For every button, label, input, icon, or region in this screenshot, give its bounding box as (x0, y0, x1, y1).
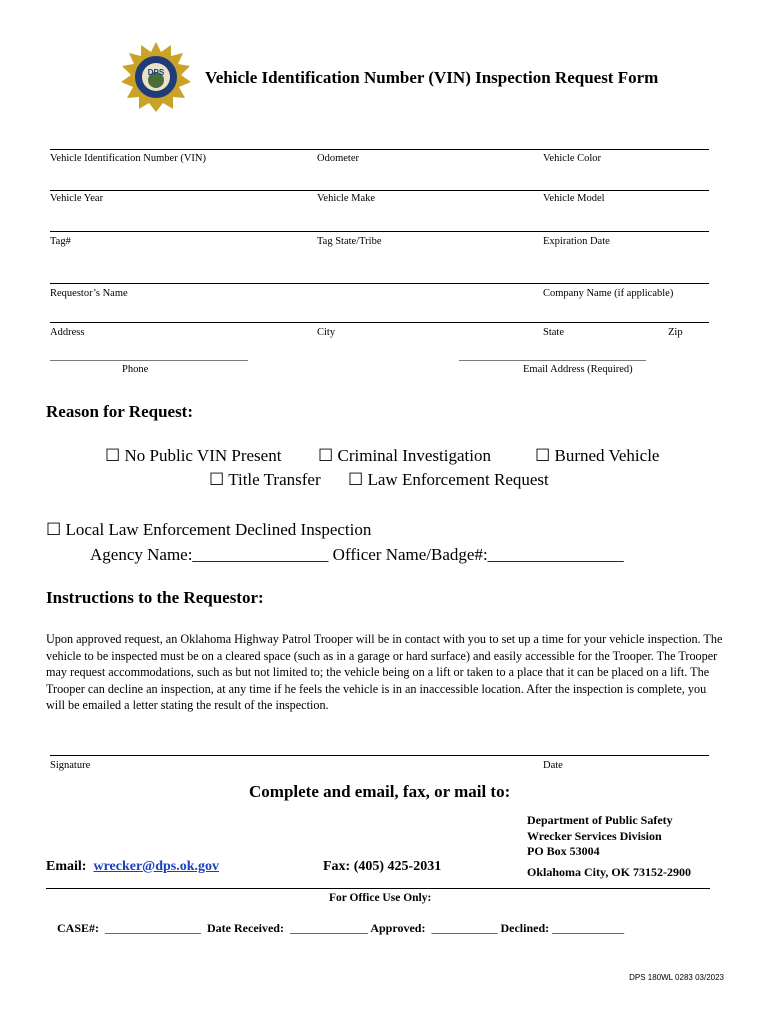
checkbox-icon[interactable]: ☐ (318, 446, 334, 465)
label-tag: Tag# (50, 236, 71, 247)
case-field[interactable]: ________________ (105, 921, 202, 935)
form-title: Vehicle Identification Number (VIN) Inspection Request Form (205, 68, 659, 87)
form-code: DPS 180WL 0283 03/2023 (629, 973, 724, 982)
office-use-fields: CASE#: ________________ Date Received: _____________ Approved: ___________ Declined: ____________ (57, 921, 625, 935)
option-burned-vehicle[interactable]: ☐ Burned Vehicle (535, 446, 660, 465)
option-law-enforcement-request[interactable]: ☐ Law Enforcement Request (348, 470, 549, 489)
email-link[interactable]: wrecker@dps.ok.gov (93, 859, 219, 874)
label-zip: Zip (668, 327, 683, 338)
submit-heading: Complete and email, fax, or mail to: (249, 782, 511, 801)
svg-text:DPS: DPS (147, 68, 165, 77)
email-line[interactable]: __________________________________ (459, 350, 646, 362)
declined-field[interactable]: ____________ (552, 921, 625, 935)
fax-contact: Fax: (405) 425-2031 (323, 859, 442, 874)
email-contact: Email: wrecker@dps.ok.gov (46, 859, 219, 874)
label-address: Address (50, 327, 85, 338)
label-vehicle-make: Vehicle Make (317, 193, 376, 204)
label-company-name: Company Name (if applicable) (543, 288, 674, 299)
label-vehicle-color: Vehicle Color (543, 153, 602, 164)
office-use-heading: For Office Use Only: (329, 892, 432, 904)
office-divider (46, 888, 710, 889)
checkbox-icon[interactable]: ☐ (105, 446, 121, 465)
label-odometer: Odometer (317, 153, 359, 164)
reason-heading: Reason for Request: (46, 402, 194, 421)
date-received-field[interactable]: _____________ (289, 921, 368, 935)
phone-line[interactable]: ____________________________________ (50, 350, 248, 362)
label-signature: Signature (50, 760, 91, 771)
label-vehicle-year: Vehicle Year (50, 193, 104, 204)
dps-seal-logo (121, 42, 191, 112)
field-line-row2[interactable] (50, 190, 709, 191)
field-line-row3[interactable] (50, 231, 709, 232)
instructions-heading: Instructions to the Requestor: (46, 588, 264, 607)
option-criminal-investigation[interactable]: ☐ Criminal Investigation (318, 446, 491, 465)
label-phone: Phone (122, 364, 149, 375)
label-requestor-name: Requestor’s Name (50, 288, 128, 299)
checkbox-icon[interactable]: ☐ (535, 446, 551, 465)
instructions-body: Upon approved request, an Oklahoma Highway Patrol Trooper will be in contact with you to set up a time for your vehicle inspection. The vehicle to be inspected must be on a cleared space (such as in a garage or hard surface) and easily accessible for the Trooper. The Trooper may request accommodations, such as but not limited to; the vehicle being on a lift or taken to a place that it can be placed on a lift. The Trooper can decline an inspection, at any time if he feels the vehicle is in an inaccessible location. After the inspection is complete, you will be emailed a letter stating the result of the inspection. (46, 632, 723, 712)
option-local-le-declined[interactable]: ☐ Local Law Enforcement Declined Inspection (46, 520, 372, 539)
label-tag-state: Tag State/Tribe (317, 236, 382, 247)
approved-field[interactable]: ___________ (431, 921, 498, 935)
label-city: City (317, 327, 336, 338)
checkbox-icon[interactable]: ☐ (209, 470, 225, 489)
label-expiration: Expiration Date (543, 236, 610, 247)
mailing-address: Department of Public Safety Wrecker Services Division PO Box 53004 Oklahoma City, OK 73152-2900 (527, 813, 692, 879)
label-state: State (543, 327, 564, 338)
checkbox-icon[interactable]: ☐ (46, 520, 62, 539)
signature-line[interactable] (50, 755, 709, 756)
option-title-transfer[interactable]: ☐ Title Transfer (209, 470, 321, 489)
agency-officer-fields[interactable]: Agency Name:________________ Officer Name/Badge#:________________ (90, 545, 624, 564)
field-line-row5[interactable] (50, 322, 709, 323)
label-date: Date (543, 760, 563, 771)
field-line-row4[interactable] (50, 283, 709, 284)
label-vin: Vehicle Identification Number (VIN) (50, 153, 206, 164)
field-line-row1[interactable] (50, 149, 709, 150)
label-vehicle-model: Vehicle Model (543, 193, 605, 204)
option-no-public-vin[interactable]: ☐ No Public VIN Present (105, 446, 282, 465)
checkbox-icon[interactable]: ☐ (348, 470, 364, 489)
label-email-address: Email Address (Required) (523, 364, 633, 375)
